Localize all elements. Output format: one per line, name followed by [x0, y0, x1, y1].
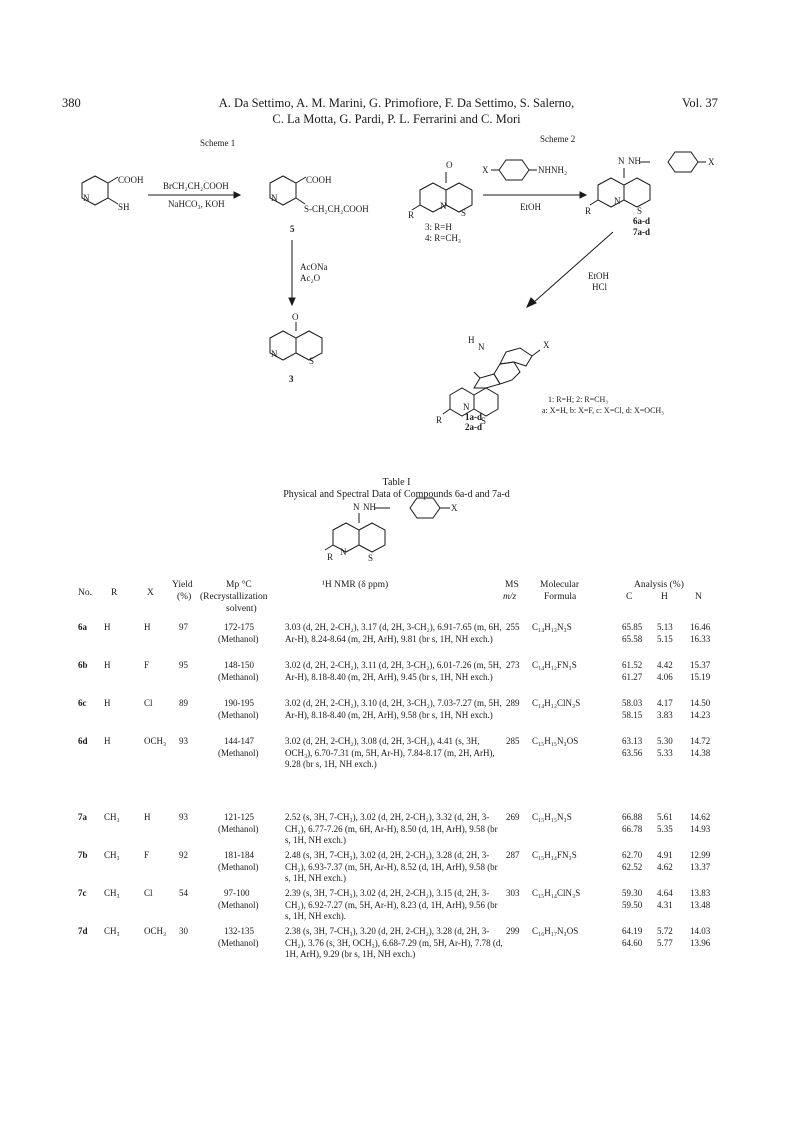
svg-text:NH: NH: [363, 502, 376, 512]
row-no: 6a: [78, 622, 87, 632]
row-solvent: (Methanol): [218, 633, 259, 644]
header-mp: Mp °C: [226, 580, 252, 590]
svg-text:N: N: [353, 502, 360, 512]
row-c-found: 61.27: [622, 671, 643, 682]
row-h-found: 5.15: [657, 633, 673, 644]
table-title: Table I: [382, 477, 411, 488]
compound-3-label: 3: [289, 374, 294, 384]
label-4: 4: R=CH₃: [425, 233, 461, 243]
reagent-bottom: NaHCO₃, KOH: [168, 199, 225, 209]
row-mp: 121-125: [224, 812, 254, 822]
row-h-calc: 5.30: [657, 736, 673, 746]
row-no: 6b: [78, 660, 88, 670]
svg-text:S: S: [481, 416, 487, 426]
row-mp: 181-184: [224, 850, 254, 860]
row-yield: 92: [179, 850, 188, 860]
row-solvent: (Methanol): [218, 671, 259, 682]
row-c-calc: 61.52: [622, 660, 643, 670]
header-mp-sub2: solvent): [226, 604, 257, 614]
row-h-calc: 4.42: [657, 660, 673, 670]
row-r: H: [104, 622, 111, 632]
row-nmr: 2.48 (s, 3H, 7-CH₃), 3.02 (d, 2H, 2-CH₂), 3.28 (d, 2H, 3-CH₂), 6.93-7.37 (m, 5H, Ar-H), 8.52 (d, 1H, ArH), 9.58 (br s, 1H, NH exch.): [285, 850, 498, 883]
row-h-calc: 4.64: [657, 888, 673, 898]
row-h-found: 5.35: [657, 823, 673, 834]
row-solvent: (Methanol): [218, 709, 259, 720]
x-label-table: X: [451, 503, 458, 513]
row-formula: C₁₅H₁₄FN₃S: [532, 850, 577, 860]
row-r: H: [104, 698, 111, 708]
solvent-2-bottom: HCl: [592, 282, 608, 292]
row-h-found: 4.06: [657, 671, 673, 682]
row-ms: 255: [506, 622, 520, 632]
svg-text:N: N: [463, 402, 470, 412]
header-yield: Yield: [172, 580, 193, 590]
row-nmr: 2.52 (s, 3H, 7-CH₃), 3.02 (d, 2H, 2-CH₂), 3.32 (d, 2H, 3-CH₂), 6.77-7.26 (m, 6H, Ar-H), 8.50 (d, 1H, ArH), 9.58 (br s, 1H, NH exch.): [285, 812, 498, 845]
row-r: CH₃: [104, 812, 120, 822]
cooh-label-5: COOH: [306, 175, 332, 185]
row-n-found: 15.19: [690, 671, 711, 682]
row-c-calc: 63.13: [622, 736, 643, 746]
product-7-label: 7a-d: [633, 227, 651, 237]
row-no: 6c: [78, 698, 87, 708]
authors-line-1: A. Da Settimo, A. M. Marini, G. Primofiore, F. Da Settimo, S. Salerno,: [218, 96, 575, 110]
row-h-calc: 5.61: [657, 812, 673, 822]
row-solvent: (Methanol): [218, 899, 259, 910]
row-n-calc: 14.62: [690, 812, 711, 822]
svg-text:R: R: [327, 552, 334, 562]
row-yield: 93: [179, 736, 188, 746]
row-n-found: 14.23: [690, 709, 711, 720]
row-h-calc: 4.17: [657, 698, 673, 708]
row-nmr: 2.38 (s, 3H, 7-CH₃), 3.20 (d, 2H, 2-CH₂), 3.28 (d, 2H, 3-CH₂), 3.76 (s, 3H, OCH₃), 6.68-7.29 (m, 5H, Ar-H), 7.78 (d, 1H, ArH), 9.29 (br s, 1H, NH exch.): [285, 926, 503, 959]
row-c-calc: 59.30: [622, 888, 643, 898]
row-yield: 93: [179, 812, 188, 822]
header-x: X: [147, 588, 154, 598]
row-r: CH₃: [104, 888, 120, 898]
svg-text:N: N: [614, 196, 621, 206]
row-formula: C₁₅H₁₅N₃OS: [532, 736, 579, 746]
row-solvent: (Methanol): [218, 861, 259, 872]
svg-text:R: R: [408, 210, 415, 220]
svg-text:N: N: [271, 193, 278, 203]
row-yield: 97: [179, 622, 188, 632]
row-h-calc: 5.72: [657, 926, 673, 936]
svg-text:S: S: [637, 206, 643, 216]
row-h-found: 3.83: [657, 709, 673, 720]
label-3: 3: R=H: [425, 222, 452, 232]
row-no: 7d: [78, 926, 88, 936]
final-1-label: 1a-d: [465, 412, 483, 422]
row-formula: C₁₅H₁₄ClN₃S: [532, 888, 581, 898]
svg-text:H: H: [468, 335, 475, 345]
header-nmr: ¹H NMR (δ ppm): [322, 580, 389, 590]
row-nmr: 3.02 (d, 2H, 2-CH₂), 3.11 (d, 2H, 3-CH₂), 6.01-7.26 (m, 5H, Ar-H), 8.18-8.40 (m, 2H, ArH), 9.45 (br s, 1H, NH exch.): [285, 660, 502, 682]
row-n-found: 16.33: [690, 633, 711, 644]
row-r: CH₃: [104, 926, 120, 936]
row-n-found: 13.37: [690, 861, 711, 872]
row-nmr: 3.02 (d, 2H, 2-CH₂), 3.08 (d, 2H, 3-CH₂), 4.41 (s, 3H, OCH₃), 6.70-7.31 (m, 5H, Ar-H), 7.84-8.17 (m, 2H, ArH), 9.28 (br s, 1H, NH exch.): [285, 736, 495, 769]
row-n-calc: 14.72: [690, 736, 711, 746]
x-label-reagent: X: [482, 165, 489, 175]
row-c-calc: 64.19: [622, 926, 643, 936]
row-h-found: 4.62: [657, 861, 673, 872]
svg-text:R: R: [436, 415, 443, 425]
row-n-calc: 16.46: [690, 622, 711, 632]
row-n-calc: 13.83: [690, 888, 711, 898]
scheme1-title: Scheme 1: [200, 138, 236, 148]
header-mp-sub1: (Recrystallization: [200, 592, 268, 602]
compound-5-label: 5: [290, 224, 295, 234]
row-ms: 269: [506, 812, 520, 822]
header-ms-unit: m/z: [503, 592, 517, 602]
row-no: 6d: [78, 736, 88, 746]
solvent-2-top: EtOH: [588, 271, 609, 281]
row-ms: 289: [506, 698, 520, 708]
svg-text:N: N: [618, 156, 625, 166]
svg-text:R: R: [585, 206, 592, 216]
row-nmr: 2.39 (s, 3H, 7-CH₃), 3.02 (d, 2H, 2-CH₂), 3.15 (d, 2H, 3-CH₂), 6.92-7.27 (m, 5H, Ar-H), 8.23 (d, 1H, ArH), 9.56 (br s, 1H, NH exch).: [285, 888, 498, 921]
row-c-calc: 66.88: [622, 812, 643, 822]
row-x: OCH₃: [144, 736, 167, 746]
product-6-label: 6a-d: [633, 216, 651, 226]
row-solvent: (Methanol): [218, 823, 259, 834]
svg-text:S: S: [368, 553, 374, 563]
row-nmr: 3.02 (d, 2H, 2-CH₂), 3.10 (d, 2H, 3-CH₂), 7.03-7.27 (m, 5H, Ar-H), 8.18-8.40 (m, 2H, ArH), 9.58 (br s, 1H, NH exch.): [285, 698, 502, 720]
row-ms: 285: [506, 736, 520, 746]
row-h-found: 5.33: [657, 747, 673, 758]
row-yield: 54: [179, 888, 188, 898]
legend-line-1: 1: R=H; 2: R=CH₃: [548, 395, 609, 404]
header-r: R: [111, 588, 118, 598]
row-h-calc: 5.13: [657, 622, 673, 632]
header-h: H: [661, 592, 668, 602]
header-yield-unit: (%): [177, 592, 192, 602]
s-chain-label: S-CH₂CH₂COOH: [304, 204, 369, 214]
row-formula: C₁₄H₁₃N₃S: [532, 622, 572, 632]
svg-text:N: N: [271, 349, 278, 359]
reagent2-top: AcONa: [300, 262, 328, 272]
row-formula: C₁₄H₁₂FN₃S: [532, 660, 577, 670]
solvent-1: EtOH: [520, 202, 541, 212]
row-n-found: 13.96: [690, 937, 711, 948]
row-no: 7c: [78, 888, 87, 898]
row-nmr: 3.03 (d, 2H, 2-CH₂), 3.17 (d, 2H, 3-CH₂), 6.91-7.65 (m, 6H, Ar-H), 8.24-8.64 (m, 2H, ArH), 9.81 (br s, 1H, NH exch.): [285, 622, 502, 644]
svg-text:N: N: [83, 193, 90, 203]
row-mp: 190-195: [224, 698, 254, 708]
row-x: H: [144, 622, 151, 632]
row-mp: 97-100: [224, 888, 250, 898]
row-n-calc: 15.37: [690, 660, 711, 670]
row-h-calc: 4.91: [657, 850, 673, 860]
row-c-calc: 62.70: [622, 850, 643, 860]
row-yield: 95: [179, 660, 188, 670]
final-2-label: 2a-d: [465, 422, 483, 432]
row-x: Cl: [144, 888, 153, 898]
svg-text:N: N: [440, 201, 447, 211]
row-c-found: 65.58: [622, 633, 643, 644]
row-mp: 172-175: [224, 622, 254, 632]
row-formula: C₁₄H₁₂ClN₃S: [532, 698, 581, 708]
row-c-found: 66.78: [622, 823, 643, 834]
volume-label: Vol. 37: [682, 96, 718, 110]
row-x: Cl: [144, 698, 153, 708]
reagent2-bottom: Ac₂O: [300, 273, 321, 283]
header-n: N: [695, 592, 702, 602]
row-r: H: [104, 736, 111, 746]
row-n-found: 14.93: [690, 823, 711, 834]
row-no: 7a: [78, 812, 87, 822]
legend-line-2: a: X=H, b: X=F, c: X=Cl, d: X=OCH₃: [542, 406, 664, 415]
x-label-final: X: [543, 340, 550, 350]
svg-text:S: S: [309, 356, 315, 366]
hydrazine-label: NHNH₂: [538, 165, 568, 175]
row-yield: 30: [179, 926, 188, 936]
row-h-found: 4.31: [657, 899, 673, 910]
row-n-calc: 12.99: [690, 850, 711, 860]
svg-text:N: N: [478, 342, 485, 352]
reagent-top: BrCH₂CH₂COOH: [163, 181, 229, 191]
row-x: F: [144, 660, 150, 670]
row-c-calc: 58.03: [622, 698, 643, 708]
row-ms: 287: [506, 850, 520, 860]
row-r: H: [104, 660, 111, 670]
svg-text:NH: NH: [628, 156, 641, 166]
x-label-product: X: [708, 157, 715, 167]
row-c-calc: 65.85: [622, 622, 643, 632]
row-ms: 273: [506, 660, 520, 670]
row-x: OCH₃: [144, 926, 167, 936]
row-c-found: 58.15: [622, 709, 643, 720]
header-c: C: [626, 592, 633, 602]
sh-label: SH: [118, 202, 130, 212]
cooh-label-1: COOH: [118, 175, 144, 185]
row-x: F: [144, 850, 150, 860]
header-formula: Molecular: [540, 580, 580, 590]
row-n-calc: 14.03: [690, 926, 711, 936]
row-c-found: 63.56: [622, 747, 643, 758]
scheme2-title: Scheme 2: [540, 134, 576, 144]
row-n-calc: 14.50: [690, 698, 711, 708]
row-n-found: 13.48: [690, 899, 711, 910]
row-mp: 148-150: [224, 660, 254, 670]
page-number: 380: [62, 96, 81, 110]
row-n-found: 14.38: [690, 747, 711, 758]
row-ms: 299: [506, 926, 520, 936]
svg-text:O: O: [292, 312, 299, 322]
header-no: No.: [78, 588, 92, 598]
table-subtitle: Physical and Spectral Data of Compounds 6a-d and 7a-d: [283, 489, 510, 500]
row-mp: 144-147: [224, 736, 254, 746]
header-ms: MS: [505, 580, 519, 590]
header-analysis: Analysis (%): [634, 580, 684, 590]
row-formula: C₁₆H₁₇N₃OS: [532, 926, 579, 936]
svg-text:O: O: [446, 160, 453, 170]
row-formula: C₁₅H₁₅N₃S: [532, 812, 572, 822]
row-c-found: 64.60: [622, 937, 643, 948]
svg-text:S: S: [461, 208, 467, 218]
row-x: H: [144, 812, 151, 822]
header-formula-sub: Formula: [544, 592, 577, 602]
row-h-found: 5.77: [657, 937, 673, 948]
row-r: CH₃: [104, 850, 120, 860]
row-c-found: 59.50: [622, 899, 643, 910]
row-solvent: (Methanol): [218, 937, 259, 948]
svg-text:N: N: [340, 547, 347, 557]
row-yield: 89: [179, 698, 188, 708]
row-c-found: 62.52: [622, 861, 643, 872]
authors-line-2: C. La Motta, G. Pardi, P. L. Ferrarini and C. Mori: [272, 112, 521, 126]
row-mp: 132-135: [224, 926, 254, 936]
row-solvent: (Methanol): [218, 747, 259, 758]
row-no: 7b: [78, 850, 88, 860]
row-ms: 303: [506, 888, 520, 898]
